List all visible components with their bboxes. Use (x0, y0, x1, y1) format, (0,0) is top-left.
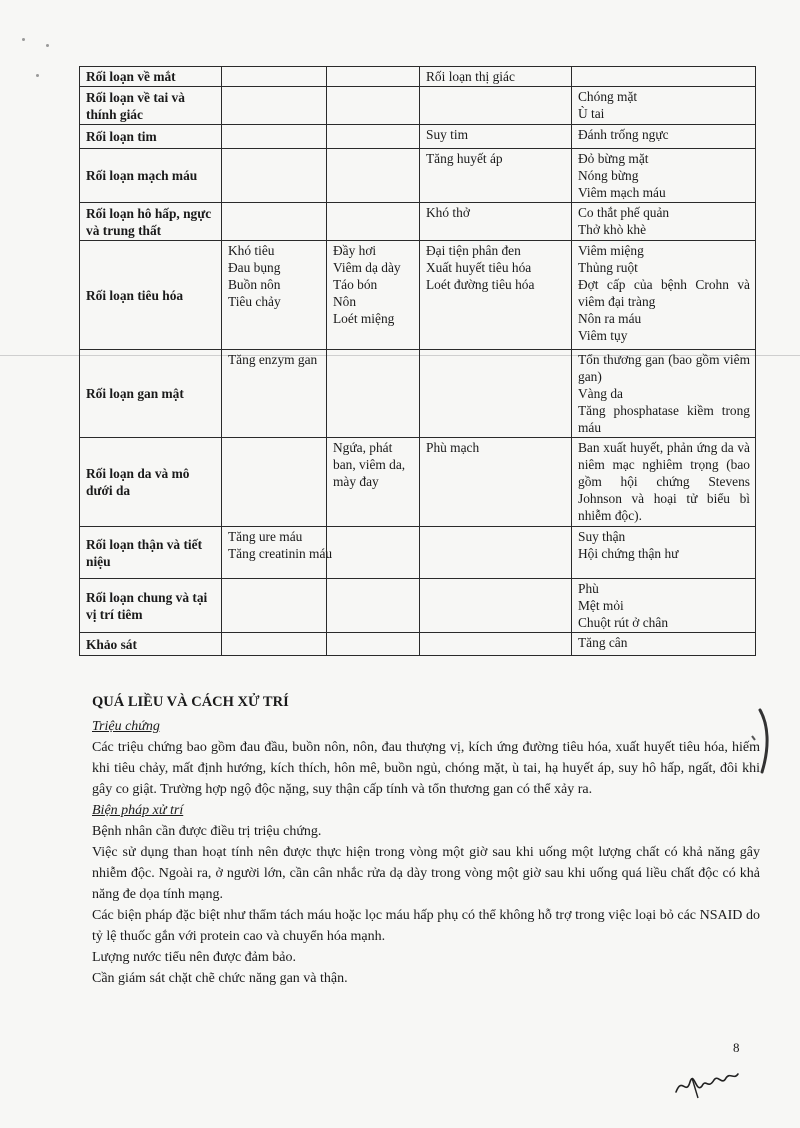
initials-signature (672, 1056, 742, 1104)
frequency-cell (572, 149, 756, 203)
overdose-section (92, 692, 760, 989)
frequency-cell (572, 633, 756, 656)
frequency-cell (420, 579, 572, 633)
treatment-paragraph: Bệnh nhân cần được điều trị triệu chứng. (92, 824, 322, 839)
frequency-cell (572, 203, 756, 241)
organ-system-cell: Rối loạn mạch máu (80, 149, 222, 203)
frequency-cell (420, 125, 572, 149)
reaction-text: Hội chứng thận hư (578, 546, 679, 561)
reaction-text: Đánh trống ngực (578, 127, 669, 142)
reaction-text: Co thắt phế quản (578, 205, 670, 220)
reaction-text: Ban xuất huyết, phản ứng da và niêm mạc nghiêm trọng (bao gồm hội chứng Stevens Johnson và hoại tử biểu bì nhiễm độc). (578, 440, 750, 523)
table-row (80, 527, 756, 579)
treatment-paragraph: Các biện pháp đặc biệt như thẩm tách máu hoặc lọc máu hấp phụ có thể không hỗ trợ trong việc loại bỏ các NSAID do tỷ lệ thuốc gắn với protein cao và chuyển hóa mạnh. (92, 908, 760, 944)
frequency-cell (420, 87, 572, 125)
reaction-text: Tăng creatinin máu (228, 546, 333, 561)
frequency-cell (222, 125, 327, 149)
frequency-cell (222, 633, 327, 656)
treatment-paragraph: Lượng nước tiểu nên được đảm bảo. (92, 950, 296, 965)
frequency-cell (420, 203, 572, 241)
organ-system-cell: Rối loạn về mắt (80, 67, 222, 87)
reaction-text: Đỏ bừng mặt (578, 151, 649, 166)
scan-speck (22, 38, 25, 41)
frequency-cell (420, 241, 572, 350)
frequency-cell (327, 241, 420, 350)
scan-speck (46, 44, 49, 47)
organ-system-cell: Rối loạn chung và tại vị trí tiêm (80, 579, 222, 633)
frequency-cell (327, 67, 420, 87)
scan-speck (36, 74, 39, 77)
reaction-text: Tăng phosphatase kiềm trong máu (578, 403, 750, 435)
reaction-text: Tiêu chảy (228, 294, 281, 309)
frequency-cell (327, 125, 420, 149)
adverse-reactions-table (79, 66, 756, 656)
table-row (80, 87, 756, 125)
reaction-text: Nóng bừng (578, 168, 639, 183)
reaction-text: Tăng ure máu (228, 529, 303, 544)
frequency-cell (327, 438, 420, 527)
frequency-cell (327, 633, 420, 656)
organ-system-cell: Rối loạn gan mật (80, 350, 222, 438)
reaction-text: Nôn ra máu (578, 311, 642, 326)
frequency-cell (222, 67, 327, 87)
frequency-cell (327, 87, 420, 125)
frequency-cell (327, 350, 420, 438)
reaction-text: Đau bụng (228, 260, 281, 275)
table-row (80, 67, 756, 87)
frequency-cell (222, 527, 333, 579)
organ-system-cell: Rối loạn tiêu hóa (80, 241, 222, 350)
table-row (80, 125, 756, 149)
reaction-text: Mệt mỏi (578, 598, 624, 613)
frequency-cell (222, 241, 327, 350)
reaction-text: Khó thở (426, 205, 470, 220)
reaction-text: Viêm mạch máu (578, 185, 666, 200)
frequency-cell (420, 67, 572, 87)
organ-system-cell: Khảo sát (80, 633, 222, 656)
reaction-text: Tăng cân (578, 635, 628, 650)
organ-system-cell: Rối loạn về tai và thính giác (80, 87, 222, 125)
table-row (80, 633, 756, 656)
table-row (80, 149, 756, 203)
reaction-text: Tổn thương gan (bao gồm viêm gan) (578, 352, 750, 384)
frequency-cell (572, 67, 756, 87)
table-row (80, 438, 756, 527)
reaction-text: Tăng huyết áp (426, 151, 503, 166)
frequency-cell (327, 203, 420, 241)
treatment-paragraph: Cần giám sát chặt chẽ chức năng gan và thận. (92, 971, 348, 986)
organ-system-cell: Rối loạn tim (80, 125, 222, 149)
reaction-text: Khó tiêu (228, 243, 275, 258)
frequency-cell (222, 203, 327, 241)
reaction-text: Phù mạch (426, 440, 480, 455)
frequency-cell (572, 241, 756, 350)
reaction-text: Suy thận (578, 529, 626, 544)
frequency-cell (572, 527, 756, 579)
table-row (80, 241, 756, 350)
symptoms-paragraph: Các triệu chứng bao gồm đau đầu, buồn nôn, nôn, đau thượng vị, kích ứng đường tiêu hóa, xuất huyết tiêu hóa, hiếm khi tiêu chảy, mất định hướng, kích thích, hôn mê, buồn ngủ, chóng mặt, ù tai, hạ huyết áp, suy hô hấp, ngất, đôi khi gây co giật. Trường hợp ngộ độc nặng, suy thận cấp tính và tổn thương gan có thể xảy ra. (92, 740, 760, 797)
reaction-text: Đại tiện phân đen (426, 243, 521, 258)
reaction-text: Nôn (333, 294, 357, 309)
organ-system-cell: Rối loạn da và mô dưới da (80, 438, 222, 527)
reaction-text: Đợt cấp của bệnh Crohn và viêm đại tràng (578, 277, 750, 309)
organ-system-cell: Rối loạn hô hấp, ngực và trung thất (80, 203, 222, 241)
reaction-text: Tăng enzym gan (228, 352, 318, 367)
reaction-text: Xuất huyết tiêu hóa (426, 260, 532, 275)
frequency-cell (222, 149, 327, 203)
reaction-text: Buồn nôn (228, 277, 281, 292)
table-row (80, 203, 756, 241)
reaction-text: Phù (578, 581, 599, 596)
reaction-text: Ngứa, phát ban, viêm da, mày đay (333, 440, 406, 489)
reaction-text: Loét miệng (333, 311, 395, 326)
reaction-text: Đầy hơi (333, 243, 377, 258)
frequency-cell (572, 87, 756, 125)
frequency-cell (222, 579, 327, 633)
frequency-cell (572, 579, 756, 633)
page-number: 8 (733, 1040, 740, 1055)
reaction-text: Thở khò khè (578, 222, 647, 237)
frequency-cell (572, 438, 756, 527)
margin-bracket-mark (746, 706, 774, 776)
reaction-text: Viêm tụy (578, 328, 628, 343)
frequency-cell (327, 579, 420, 633)
frequency-cell (420, 527, 572, 579)
table-row (80, 579, 756, 633)
treatment-heading: Biện pháp xử trí (92, 803, 184, 818)
frequency-cell (327, 527, 420, 579)
reaction-text: Rối loạn thị giác (426, 69, 515, 84)
section-title: QUÁ LIỀU VÀ CÁCH XỬ TRÍ (92, 694, 289, 710)
frequency-cell (222, 438, 327, 527)
frequency-cell (420, 633, 572, 656)
treatment-paragraph: Việc sử dụng than hoạt tính nên được thực hiện trong vòng một giờ sau khi uống một lượng chất có khả năng gây nhiễm độc. Ngoài ra, ở người lớn, cần cân nhắc rửa dạ dày trong vòng một giờ sau khi uống quá liều chất độc có khả năng đe dọa tính mạng. (92, 845, 760, 902)
symptoms-heading: Triệu chứng (92, 719, 160, 734)
reaction-text: Táo bón (333, 277, 378, 292)
reaction-text: Suy tim (426, 127, 469, 142)
frequency-cell (327, 149, 420, 203)
organ-system-cell: Rối loạn thận và tiết niệu (80, 527, 222, 579)
reaction-text: Ù tai (578, 106, 605, 121)
reaction-text: Chóng mặt (578, 89, 638, 104)
frequency-cell (420, 350, 572, 438)
table-row (80, 350, 756, 438)
frequency-cell (420, 438, 572, 527)
frequency-cell (572, 125, 756, 149)
reaction-text: Chuột rút ở chân (578, 615, 669, 630)
reaction-text: Thủng ruột (578, 260, 638, 275)
reaction-text: Viêm miệng (578, 243, 644, 258)
reaction-text: Loét đường tiêu hóa (426, 277, 535, 292)
adverse-reactions-table-body (80, 67, 756, 656)
reaction-text: Vàng da (578, 386, 623, 401)
frequency-cell (572, 350, 756, 438)
frequency-cell (222, 87, 327, 125)
frequency-cell (222, 350, 327, 438)
reaction-text: Viêm dạ dày (333, 260, 401, 275)
frequency-cell (420, 149, 572, 203)
